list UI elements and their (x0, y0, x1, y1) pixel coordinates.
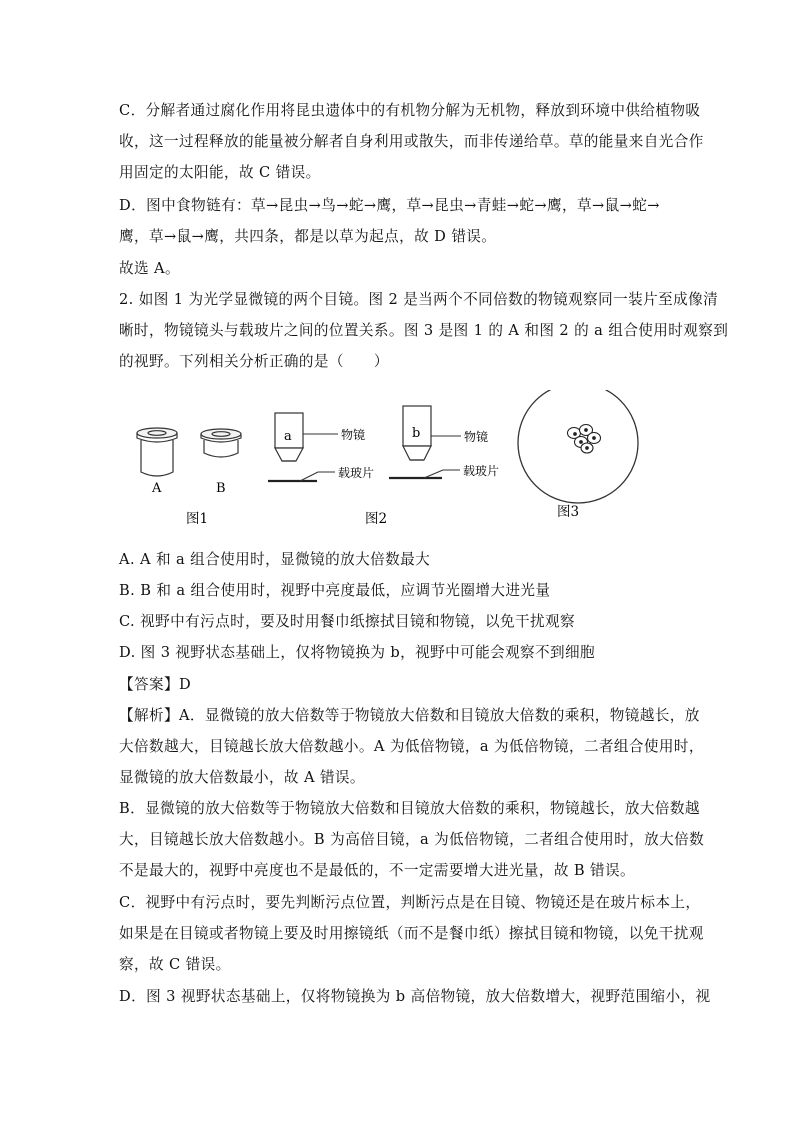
label-a: a (284, 429, 292, 444)
analysis-line: 察，故 C 错误。 (119, 956, 231, 973)
objective-label-2: 物镜 (464, 430, 489, 444)
analysis-line: 大，目镜越长放大倍数越小。B 为高倍目镜，a 为低倍物镜，二者组合使用时，放大倍数 (119, 831, 705, 848)
answer-line: 【答案】D (119, 676, 192, 693)
slide-label: 载玻片 (338, 466, 375, 480)
caption-fig1: 图1 (186, 511, 209, 527)
caption-fig3: 图3 (557, 504, 580, 520)
question-stem: 的视野。下列相关分析正确的是（ ） (119, 353, 389, 370)
text-line: D．图中食物链有：草→昆虫→鸟→蛇→鹰，草→昆虫→青蛙→蛇→鹰，草→鼠→蛇→ (119, 197, 660, 214)
question-stem: 晰时，物镜镜头与载玻片之间的位置关系。图 3 是图 1 的 A 和图 2 的 a 组合使用时观察到 (119, 322, 729, 339)
text-line: 收，这一过程释放的能量被分解者自身利用或散失，而非传递给草。草的能量来自光合作 (119, 133, 704, 150)
option-d: D. 图 3 视野状态基础上，仅将物镜换为 b，视野中可能会观察不到细胞 (119, 644, 596, 661)
question-stem: 2. 如图 1 为光学显微镜的两个目镜。图 2 是当两个不同倍数的物镜观察同一装片至成像清 (119, 291, 719, 308)
text-line: 鹰，草→鼠→鹰，共四条，都是以草为起点，故 D 错误。 (119, 228, 497, 245)
analysis-line: 如果是在目镜或者物镜上要及时用擦镜纸（而不是餐巾纸）擦拭目镜和物镜，以免干扰观 (119, 925, 704, 942)
microscope-figure (120, 390, 680, 535)
analysis-line: D．图 3 视野状态基础上，仅将物镜换为 b 高倍物镜，放大倍数增大，视野范围缩小，视 (119, 988, 711, 1005)
label-B: B (216, 481, 226, 496)
eyepiece-a-illustration (137, 428, 177, 476)
analysis-line: 不是最大的，视野中亮度也不是最低的，不一定需要增大进光量，故 B 错误。 (119, 862, 635, 879)
text-line: 用固定的太阳能，故 C 错误。 (119, 164, 321, 181)
text-line: 故选 A。 (119, 260, 180, 277)
option-a: A. A 和 a 组合使用时，显微镜的放大倍数最大 (119, 551, 431, 568)
text-line: C．分解者通过腐化作用将昆虫遗体中的有机物分解为无机物，释放到环境中供给植物吸 (119, 102, 701, 119)
analysis-line: B．显微镜的放大倍数等于物镜放大倍数和目镜放大倍数的乘积，物镜越长，放大倍数越 (119, 800, 700, 817)
caption-fig2: 图2 (365, 511, 388, 527)
slide-label-2: 载玻片 (463, 464, 500, 478)
analysis-line: 大倍数越大，目镜越长放大倍数越小。A 为低倍物镜，a 为低倍物镜，二者组合使用时， (119, 738, 704, 755)
option-c: C. 视野中有污点时，要及时用餐巾纸擦拭目镜和物镜，以免干扰观察 (119, 613, 575, 630)
eyepiece-b-illustration (201, 429, 241, 457)
label-b: b (412, 426, 421, 441)
analysis-line: 【解析】A．显微镜的放大倍数等于物镜放大倍数和目镜放大倍数的乘积，物镜越长，放 (119, 707, 700, 724)
label-A: A (152, 481, 162, 496)
analysis-line: C．视野中有污点时，要先判断污点位置，判断污点是在目镜、物镜还是在玻片标本上， (119, 894, 701, 911)
objective-label: 物镜 (341, 428, 366, 442)
analysis-line: 显微镜的放大倍数最小，故 A 错误。 (119, 769, 365, 786)
option-b: B. B 和 a 组合使用时，视野中亮度最低，应调节光圈增大进光量 (119, 582, 551, 599)
